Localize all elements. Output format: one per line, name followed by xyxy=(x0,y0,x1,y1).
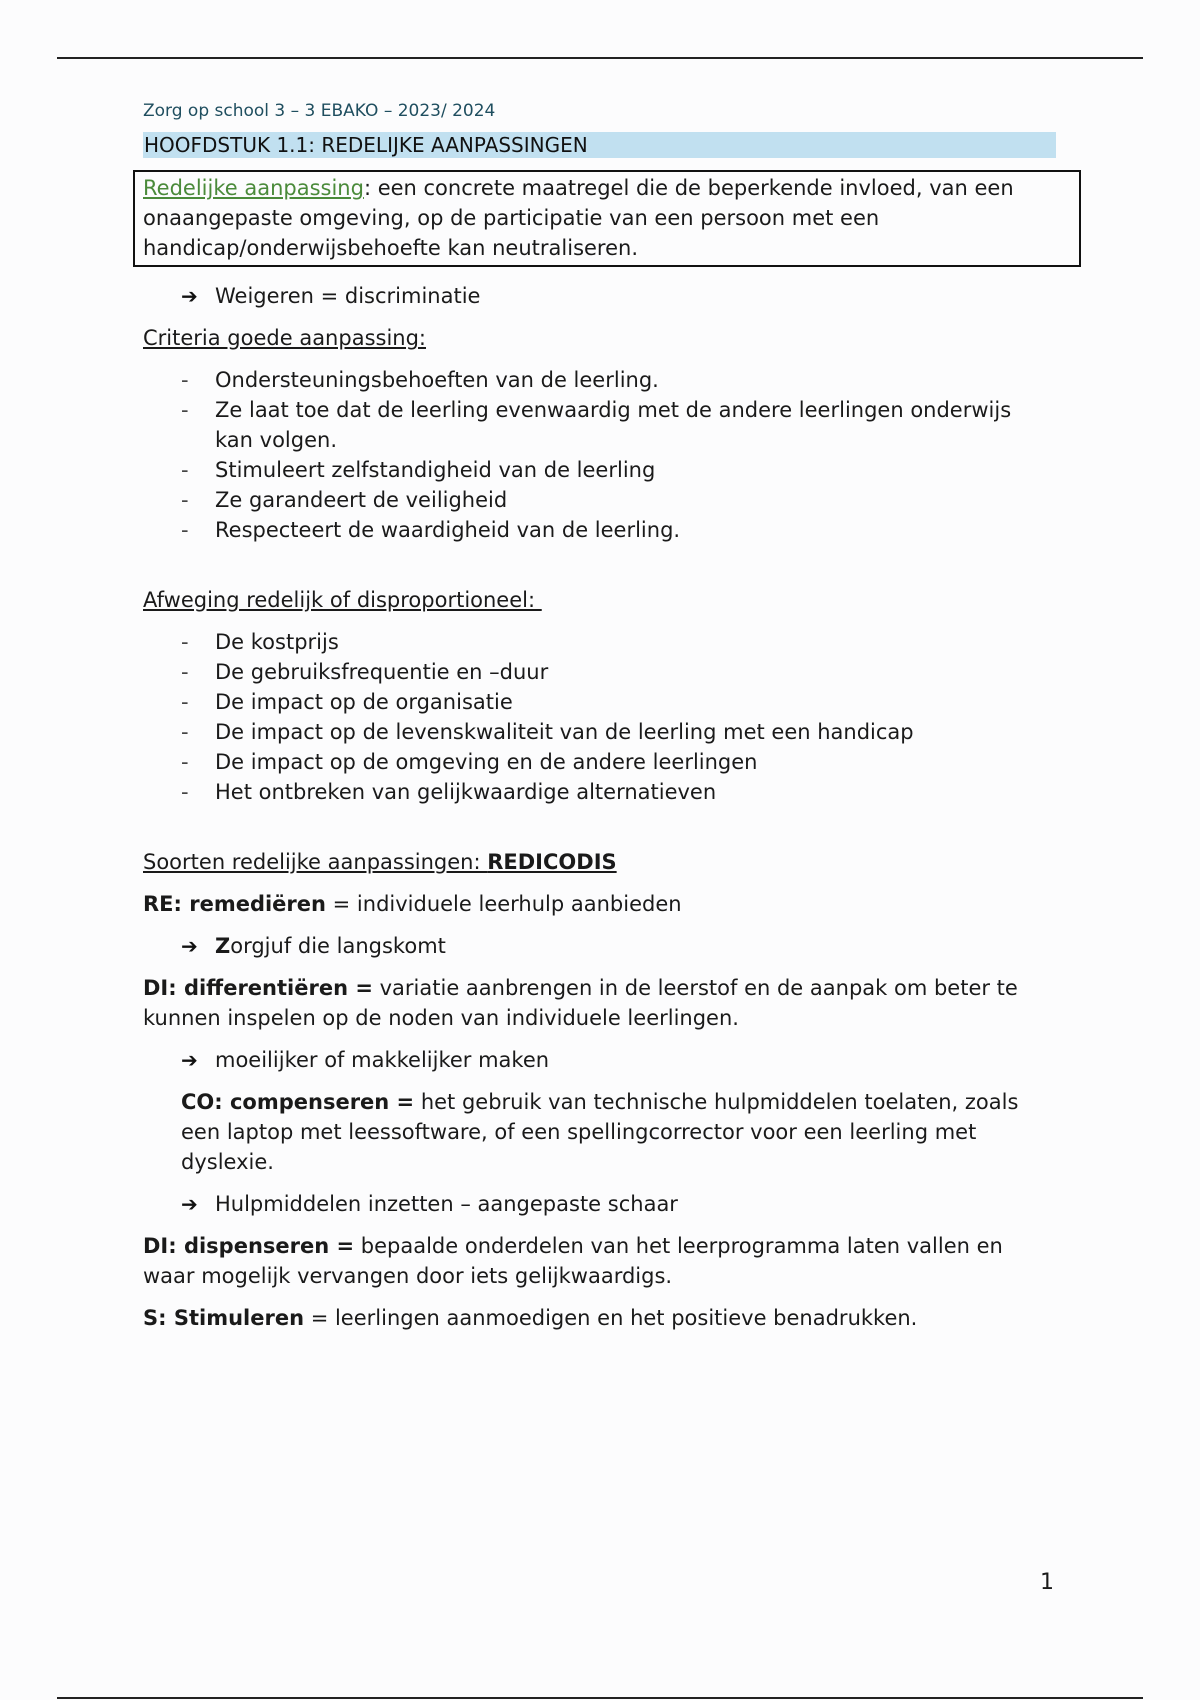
arrow-right-icon: ➔ xyxy=(181,934,198,958)
type-dispenseren xyxy=(143,1231,1055,1291)
top-rule xyxy=(57,57,1143,59)
definition-box xyxy=(133,170,1081,267)
differentieren-note xyxy=(181,1045,1055,1075)
list-item: - Respecteert de waardigheid van de leerling. xyxy=(181,515,1055,545)
dash-bullet: - xyxy=(181,690,189,714)
chapter-heading: HOOFDSTUK 1.1: REDELIJKE AANPASSINGEN xyxy=(143,132,1056,158)
list-item: - Ze laat toe dat de leerling evenwaardig met de andere leerlingen onderwijs kan volgen. xyxy=(181,395,1055,455)
list-item: - De kostprijs xyxy=(181,627,1055,657)
type-label: RE: remediëren xyxy=(143,892,326,916)
arrow-right-icon: ➔ xyxy=(181,1048,198,1072)
dash-bullet: - xyxy=(181,630,189,654)
type-label: S: Stimuleren xyxy=(143,1306,305,1330)
list-item: - Het ontbreken van gelijkwaardige alternatieven xyxy=(181,777,1055,807)
list-item: - Ze garandeert de veiligheid xyxy=(181,485,1055,515)
arrow-right-icon: ➔ xyxy=(181,284,198,308)
weighing-title: Afweging redelijk of disproportioneel: xyxy=(143,588,542,612)
definition-term: Redelijke aanpassing xyxy=(143,176,364,200)
list-item: - Stimuleert zelfstandigheid van de leerling xyxy=(181,455,1055,485)
definition-text: : een concrete maatregel die de beperkende invloed, van een onaangepaste omgeving, op de participatie van een persoon met een handicap/onderwijsbehoefte kan neutraliseren. xyxy=(143,176,1014,260)
arrow-right-icon: ➔ xyxy=(181,1192,198,1216)
running-header: Zorg op school 3 – 3 EBAKO – 2023/ 2024 xyxy=(143,101,496,121)
types-title-acronym: REDICODIS xyxy=(487,850,617,874)
list-item: - De gebruiksfrequentie en –duur xyxy=(181,657,1055,687)
dash-bullet: - xyxy=(181,458,189,482)
remedieren-note-text: Zorgjuf die langskomt xyxy=(215,934,446,958)
weighing-list xyxy=(181,627,1055,807)
type-compenseren xyxy=(181,1087,1055,1177)
types-title xyxy=(143,847,1055,877)
type-stimuleren xyxy=(143,1303,1055,1333)
differentieren-note-text: moeilijker of makkelijker maken xyxy=(215,1048,550,1072)
type-text: variatie aanbrengen in de leerstof en de aanpak om beter te kunnen inspelen op de noden van individuele leerlingen. xyxy=(143,976,1018,1030)
dash-bullet: - xyxy=(181,368,189,392)
list-item: - De impact op de organisatie xyxy=(181,687,1055,717)
list-item: - De impact op de omgeving en de andere leerlingen xyxy=(181,747,1055,777)
type-text: bepaalde onderdelen van het leerprogramma laten vallen en waar mogelijk vervangen door iets gelijkwaardigs. xyxy=(143,1234,1003,1288)
type-text: = individuele leerhulp aanbieden xyxy=(325,892,682,916)
refuse-note xyxy=(181,281,1055,311)
dash-bullet: - xyxy=(181,660,189,684)
page-number: 1 xyxy=(1040,1570,1054,1595)
type-label: DI: dispenseren = xyxy=(143,1234,355,1258)
dash-bullet: - xyxy=(181,488,189,512)
page-content xyxy=(143,100,1055,1345)
list-item: - Ondersteuningsbehoeften van de leerling. xyxy=(181,365,1055,395)
type-label: DI: differentiëren = xyxy=(143,976,373,1000)
criteria-list xyxy=(181,365,1055,545)
dash-bullet: - xyxy=(181,398,189,422)
bottom-rule xyxy=(57,1697,1143,1699)
type-text: = leerlingen aanmoedigen en het positieve benadrukken. xyxy=(304,1306,918,1330)
criteria-title: Criteria goede aanpassing: xyxy=(143,326,426,350)
compenseren-note-text: Hulpmiddelen inzetten – aangepaste schaar xyxy=(215,1192,678,1216)
dash-bullet: - xyxy=(181,518,189,542)
type-label: CO: compenseren = xyxy=(181,1090,415,1114)
type-text: het gebruik van technische hulpmiddelen toelaten, zoals een laptop met leessoftware, of een spellingcorrector voor een leerling met dyslexie. xyxy=(181,1090,1019,1174)
types-title-prefix: Soorten redelijke aanpassingen: xyxy=(143,850,488,874)
type-remedieren xyxy=(143,889,1055,919)
type-differentieren xyxy=(143,973,1055,1033)
dash-bullet: - xyxy=(181,780,189,804)
dash-bullet: - xyxy=(181,750,189,774)
remedieren-note xyxy=(181,931,1055,961)
compenseren-note xyxy=(181,1189,1055,1219)
refuse-note-text: Weigeren = discriminatie xyxy=(215,284,481,308)
list-item: - De impact op de levenskwaliteit van de leerling met een handicap xyxy=(181,717,1055,747)
dash-bullet: - xyxy=(181,720,189,744)
